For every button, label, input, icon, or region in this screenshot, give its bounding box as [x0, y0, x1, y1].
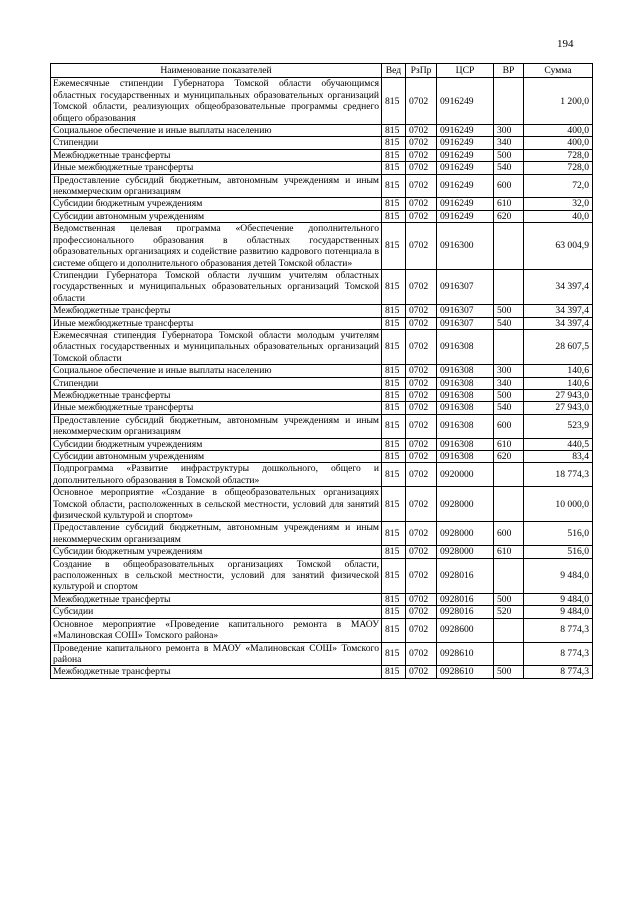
row-sum: 34 397,4 [524, 317, 593, 329]
table-row [51, 414, 593, 438]
row-csr: 0916249 [437, 162, 494, 174]
row-csr: 0916249 [437, 149, 494, 161]
row-name: Межбюджетные трансферты [51, 389, 382, 401]
table-row [51, 162, 593, 174]
table-row [51, 305, 593, 317]
row-csr: 0928000 [437, 546, 494, 558]
row-name: Субсидии бюджетным учреждениям [51, 546, 382, 558]
row-sum: 34 397,4 [524, 305, 593, 317]
row-vr [494, 618, 524, 642]
table-row [51, 174, 593, 198]
row-vr [494, 558, 524, 593]
row-rzpr: 0702 [406, 389, 437, 401]
row-ved: 815 [382, 558, 406, 593]
table-row [51, 365, 593, 377]
row-sum: 8 774,3 [524, 666, 593, 678]
row-rzpr: 0702 [406, 438, 437, 450]
row-rzpr: 0702 [406, 377, 437, 389]
row-ved: 815 [382, 223, 406, 270]
table-row [51, 389, 593, 401]
row-csr: 0916308 [437, 414, 494, 438]
row-sum: 63 004,9 [524, 223, 593, 270]
row-rzpr: 0702 [406, 451, 437, 463]
row-name: Социальное обеспечение и иные выплаты населению [51, 125, 382, 137]
row-rzpr: 0702 [406, 463, 437, 487]
row-name: Ежемесячные стипендии Губернатора Томской области обучающимся областных государственных и муниципальных образовательных организаций Томской области, реализующих общеобразовательные программы среднего общего образования [51, 78, 382, 125]
row-csr: 0916308 [437, 402, 494, 414]
row-name: Стипендии [51, 377, 382, 389]
row-ved: 815 [382, 198, 406, 210]
column-header-sum: Сумма [524, 64, 593, 78]
row-csr: 0916308 [437, 389, 494, 401]
table-row [51, 522, 593, 546]
row-rzpr: 0702 [406, 593, 437, 605]
row-vr: 610 [494, 546, 524, 558]
row-csr: 0916249 [437, 125, 494, 137]
row-ved: 815 [382, 593, 406, 605]
row-name: Иные межбюджетные трансферты [51, 162, 382, 174]
row-csr: 0928000 [437, 487, 494, 522]
row-sum: 28 607,5 [524, 329, 593, 364]
row-csr: 0928610 [437, 666, 494, 678]
row-vr [494, 78, 524, 125]
row-name: Социальное обеспечение и иные выплаты населению [51, 365, 382, 377]
row-vr: 620 [494, 451, 524, 463]
column-header-csr: ЦСР [437, 64, 494, 78]
row-ved: 815 [382, 389, 406, 401]
row-ved: 815 [382, 438, 406, 450]
row-csr: 0916300 [437, 223, 494, 270]
row-vr: 540 [494, 162, 524, 174]
row-ved: 815 [382, 606, 406, 618]
row-csr: 0916249 [437, 174, 494, 198]
row-vr [494, 329, 524, 364]
row-rzpr: 0702 [406, 162, 437, 174]
row-vr: 340 [494, 137, 524, 149]
row-ved: 815 [382, 377, 406, 389]
row-ved: 815 [382, 618, 406, 642]
row-sum: 516,0 [524, 522, 593, 546]
row-ved: 815 [382, 317, 406, 329]
row-ved: 815 [382, 463, 406, 487]
row-ved: 815 [382, 162, 406, 174]
row-csr: 0916308 [437, 329, 494, 364]
table-row [51, 487, 593, 522]
row-vr [494, 642, 524, 666]
row-rzpr: 0702 [406, 642, 437, 666]
row-ved: 815 [382, 451, 406, 463]
row-sum: 32,0 [524, 198, 593, 210]
row-sum: 400,0 [524, 137, 593, 149]
row-ved: 815 [382, 522, 406, 546]
row-rzpr: 0702 [406, 269, 437, 304]
row-rzpr: 0702 [406, 365, 437, 377]
row-name: Проведение капитального ремонта в МАОУ «Малиновская СОШ» Томского района [51, 642, 382, 666]
row-ved: 815 [382, 666, 406, 678]
table-row [51, 125, 593, 137]
table-row [51, 198, 593, 210]
row-name: Ведомственная целевая программа «Обеспечение дополнительного профессионального образования в областных государственных образовательных организациях и содействие развитию кадрового потенциала в системе общего и дополнительного образования детей Томской области» [51, 223, 382, 270]
table-row [51, 329, 593, 364]
row-rzpr: 0702 [406, 223, 437, 270]
table-row [51, 78, 593, 125]
row-name: Иные межбюджетные трансферты [51, 317, 382, 329]
row-csr: 0928610 [437, 642, 494, 666]
row-ved: 815 [382, 210, 406, 222]
row-sum: 8 774,3 [524, 618, 593, 642]
row-csr: 0928016 [437, 593, 494, 605]
row-rzpr: 0702 [406, 546, 437, 558]
row-sum: 440,5 [524, 438, 593, 450]
row-sum: 728,0 [524, 162, 593, 174]
row-rzpr: 0702 [406, 125, 437, 137]
row-ved: 815 [382, 642, 406, 666]
row-name: Субсидии [51, 606, 382, 618]
row-vr: 300 [494, 365, 524, 377]
row-name: Предоставление субсидий бюджетным, автономным учреждениям и иным некоммерческим организациям [51, 174, 382, 198]
row-csr: 0916308 [437, 438, 494, 450]
row-name: Стипендии Губернатора Томской области лучшим учителям областных государственных и муниципальных образовательных организаций Томской области [51, 269, 382, 304]
table-row [51, 606, 593, 618]
row-rzpr: 0702 [406, 522, 437, 546]
table-row [51, 558, 593, 593]
row-rzpr: 0702 [406, 487, 437, 522]
column-header-rzpr: РзПр [406, 64, 437, 78]
row-rzpr: 0702 [406, 210, 437, 222]
row-sum: 1 200,0 [524, 78, 593, 125]
table-row [51, 269, 593, 304]
column-header-vr: ВР [494, 64, 524, 78]
row-name: Создание в общеобразовательных организациях Томской области, расположенных в сельской местности, условий для занятий физической культурой и спортом [51, 558, 382, 593]
row-vr [494, 269, 524, 304]
row-vr [494, 223, 524, 270]
row-rzpr: 0702 [406, 329, 437, 364]
row-name: Иные межбюджетные трансферты [51, 402, 382, 414]
row-rzpr: 0702 [406, 305, 437, 317]
row-sum: 72,0 [524, 174, 593, 198]
row-name: Субсидии бюджетным учреждениям [51, 198, 382, 210]
row-sum: 27 943,0 [524, 402, 593, 414]
row-rzpr: 0702 [406, 666, 437, 678]
row-rzpr: 0702 [406, 78, 437, 125]
row-vr: 610 [494, 198, 524, 210]
row-csr: 0928000 [437, 522, 494, 546]
row-vr: 500 [494, 593, 524, 605]
row-ved: 815 [382, 402, 406, 414]
row-sum: 516,0 [524, 546, 593, 558]
row-vr: 540 [494, 317, 524, 329]
row-sum: 18 774,3 [524, 463, 593, 487]
row-name: Субсидии автономным учреждениям [51, 451, 382, 463]
row-vr: 600 [494, 414, 524, 438]
row-csr: 0916249 [437, 137, 494, 149]
row-name: Субсидии бюджетным учреждениям [51, 438, 382, 450]
budget-table [50, 63, 593, 679]
page-number: 194 [557, 38, 574, 50]
table-row [51, 618, 593, 642]
row-sum: 27 943,0 [524, 389, 593, 401]
row-ved: 815 [382, 149, 406, 161]
table-row [51, 593, 593, 605]
column-header-ved: Вед [382, 64, 406, 78]
row-vr: 500 [494, 305, 524, 317]
row-sum: 40,0 [524, 210, 593, 222]
row-sum: 523,9 [524, 414, 593, 438]
table-row [51, 463, 593, 487]
row-csr: 0916249 [437, 78, 494, 125]
row-rzpr: 0702 [406, 149, 437, 161]
row-rzpr: 0702 [406, 414, 437, 438]
row-rzpr: 0702 [406, 402, 437, 414]
row-csr: 0928600 [437, 618, 494, 642]
table-row [51, 377, 593, 389]
row-csr: 0916308 [437, 451, 494, 463]
table-header-row [51, 64, 593, 78]
row-sum: 400,0 [524, 125, 593, 137]
row-name: Стипендии [51, 137, 382, 149]
row-rzpr: 0702 [406, 137, 437, 149]
row-vr [494, 463, 524, 487]
row-vr: 500 [494, 149, 524, 161]
row-rzpr: 0702 [406, 198, 437, 210]
row-ved: 815 [382, 365, 406, 377]
row-rzpr: 0702 [406, 174, 437, 198]
row-vr: 600 [494, 174, 524, 198]
row-csr: 0916307 [437, 317, 494, 329]
table-row [51, 438, 593, 450]
table-row [51, 402, 593, 414]
row-vr [494, 487, 524, 522]
row-csr: 0916249 [437, 210, 494, 222]
row-name: Предоставление субсидий бюджетным, автономным учреждениям и иным некоммерческим организациям [51, 522, 382, 546]
row-ved: 815 [382, 487, 406, 522]
table-row [51, 642, 593, 666]
table-row [51, 317, 593, 329]
table-row [51, 210, 593, 222]
row-ved: 815 [382, 174, 406, 198]
row-csr: 0916307 [437, 269, 494, 304]
row-vr: 520 [494, 606, 524, 618]
row-csr: 0916249 [437, 198, 494, 210]
row-csr: 0920000 [437, 463, 494, 487]
row-ved: 815 [382, 269, 406, 304]
row-name: Межбюджетные трансферты [51, 305, 382, 317]
row-rzpr: 0702 [406, 618, 437, 642]
row-ved: 815 [382, 78, 406, 125]
row-vr: 620 [494, 210, 524, 222]
row-name: Предоставление субсидий бюджетным, автономным учреждениям и иным некоммерческим организациям [51, 414, 382, 438]
row-sum: 10 000,0 [524, 487, 593, 522]
row-vr: 300 [494, 125, 524, 137]
row-ved: 815 [382, 329, 406, 364]
row-vr: 610 [494, 438, 524, 450]
row-sum: 34 397,4 [524, 269, 593, 304]
table-row [51, 149, 593, 161]
row-name: Межбюджетные трансферты [51, 593, 382, 605]
row-name: Ежемесячная стипендия Губернатора Томской области молодым учителям областных государственных и муниципальных образовательных организаций Томской области [51, 329, 382, 364]
row-sum: 8 774,3 [524, 642, 593, 666]
row-csr: 0928016 [437, 606, 494, 618]
row-vr: 540 [494, 402, 524, 414]
row-sum: 9 484,0 [524, 606, 593, 618]
table-row [51, 451, 593, 463]
table-body [51, 78, 593, 678]
row-ved: 815 [382, 305, 406, 317]
row-name: Субсидии автономным учреждениям [51, 210, 382, 222]
row-sum: 140,6 [524, 365, 593, 377]
table-row [51, 223, 593, 270]
row-vr: 500 [494, 666, 524, 678]
row-csr: 0916308 [437, 377, 494, 389]
row-name: Основное мероприятие «Проведение капитального ремонта в МАОУ «Малиновская СОШ» Томского района» [51, 618, 382, 642]
row-ved: 815 [382, 137, 406, 149]
row-csr: 0928016 [437, 558, 494, 593]
row-sum: 140,6 [524, 377, 593, 389]
row-rzpr: 0702 [406, 558, 437, 593]
row-vr: 600 [494, 522, 524, 546]
row-sum: 83,4 [524, 451, 593, 463]
row-sum: 9 484,0 [524, 593, 593, 605]
row-csr: 0916307 [437, 305, 494, 317]
row-ved: 815 [382, 125, 406, 137]
row-sum: 9 484,0 [524, 558, 593, 593]
row-ved: 815 [382, 546, 406, 558]
row-name: Межбюджетные трансферты [51, 149, 382, 161]
table-row [51, 137, 593, 149]
row-name: Основное мероприятие «Создание в общеобразовательных организациях Томской области, расположенных в сельской местности, условий для занятий физической культурой и спортом» [51, 487, 382, 522]
table-row [51, 666, 593, 678]
row-csr: 0916308 [437, 365, 494, 377]
row-name: Подпрограмма «Развитие инфраструктуры дошкольного, общего и дополнительного образования в Томской области» [51, 463, 382, 487]
table-row [51, 546, 593, 558]
row-sum: 728,0 [524, 149, 593, 161]
row-name: Межбюджетные трансферты [51, 666, 382, 678]
row-ved: 815 [382, 414, 406, 438]
row-vr: 340 [494, 377, 524, 389]
row-rzpr: 0702 [406, 317, 437, 329]
row-rzpr: 0702 [406, 606, 437, 618]
row-vr: 500 [494, 389, 524, 401]
column-header-name: Наименование показателей [51, 64, 382, 78]
